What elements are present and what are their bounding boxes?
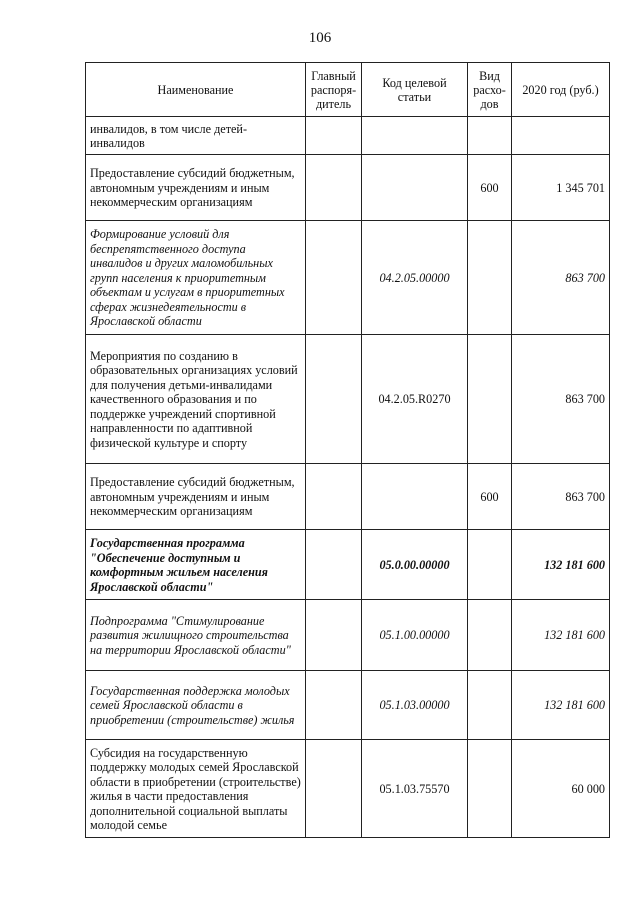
row-code: 05.1.03.00000 xyxy=(362,671,468,740)
row-type xyxy=(468,221,512,335)
row-name: Подпрограмма "Стимулирование развития жилищного строительства на территории Ярославской области" xyxy=(86,600,306,671)
budget-table xyxy=(85,62,610,838)
row-name: Мероприятия по созданию в образовательных организациях условий для получения детьми-инвалидами качественного образования и по поддержке учреждений спортивной направленности по адаптивной физической культуре и спорту xyxy=(86,335,306,464)
row-name: инвалидов, в том числе детей-инвалидов xyxy=(86,117,306,155)
row-type: 600 xyxy=(468,155,512,221)
table-row xyxy=(86,221,610,335)
row-manager xyxy=(306,221,362,335)
row-manager xyxy=(306,671,362,740)
row-code: 05.1.00.00000 xyxy=(362,600,468,671)
table-row xyxy=(86,530,610,600)
table-row xyxy=(86,740,610,838)
page-number: 106 xyxy=(308,30,332,46)
row-type xyxy=(468,530,512,600)
row-manager xyxy=(306,155,362,221)
row-amount: 132 181 600 xyxy=(512,530,610,600)
row-name: Субсидия на государственную поддержку молодых семей Ярославской области в приобретении (строительстве) жилья в части предоставления дополнительной социальной выплаты молодой семье xyxy=(86,740,306,838)
row-amount: 1 345 701 xyxy=(512,155,610,221)
row-amount: 132 181 600 xyxy=(512,671,610,740)
table-row xyxy=(86,335,610,464)
row-name: Государственная программа "Обеспечение доступным и комфортным жильем населения Ярославской области" xyxy=(86,530,306,600)
row-code xyxy=(362,464,468,530)
row-amount xyxy=(512,117,610,155)
header-code: Код целевой статьи xyxy=(362,63,468,117)
row-manager xyxy=(306,530,362,600)
row-name: Формирование условий для беспрепятственного доступа инвалидов и других маломобильных групп населения к приоритетным объектам и услугам в приоритетных сферах жизнедеятельности в Ярославской области xyxy=(86,221,306,335)
table-row xyxy=(86,155,610,221)
row-code: 05.1.03.75570 xyxy=(362,740,468,838)
row-type: 600 xyxy=(468,464,512,530)
header-manager: Главный распоря-дитель xyxy=(306,63,362,117)
row-code: 04.2.05.R0270 xyxy=(362,335,468,464)
row-amount: 132 181 600 xyxy=(512,600,610,671)
row-manager xyxy=(306,464,362,530)
header-amount: 2020 год (руб.) xyxy=(512,63,610,117)
row-amount: 863 700 xyxy=(512,464,610,530)
table-header-row xyxy=(86,63,610,117)
row-code xyxy=(362,117,468,155)
table-row xyxy=(86,600,610,671)
row-type xyxy=(468,335,512,464)
row-manager xyxy=(306,335,362,464)
row-amount: 60 000 xyxy=(512,740,610,838)
row-type xyxy=(468,600,512,671)
header-name: Наименование xyxy=(86,63,306,117)
table-row xyxy=(86,671,610,740)
row-name: Предоставление субсидий бюджетным, автономным учреждениям и иным некоммерческим организациям xyxy=(86,155,306,221)
row-name: Предоставление субсидий бюджетным, автономным учреждениям и иным некоммерческим организациям xyxy=(86,464,306,530)
table-row xyxy=(86,464,610,530)
row-code xyxy=(362,155,468,221)
row-type xyxy=(468,117,512,155)
row-code: 04.2.05.00000 xyxy=(362,221,468,335)
row-amount: 863 700 xyxy=(512,335,610,464)
row-manager xyxy=(306,740,362,838)
table-row xyxy=(86,117,610,155)
row-amount: 863 700 xyxy=(512,221,610,335)
row-manager xyxy=(306,600,362,671)
row-name: Государственная поддержка молодых семей Ярославской области в приобретении (строительстве) жилья xyxy=(86,671,306,740)
row-type xyxy=(468,671,512,740)
row-manager xyxy=(306,117,362,155)
row-type xyxy=(468,740,512,838)
row-code: 05.0.00.00000 xyxy=(362,530,468,600)
header-type: Вид расхо-дов xyxy=(468,63,512,117)
